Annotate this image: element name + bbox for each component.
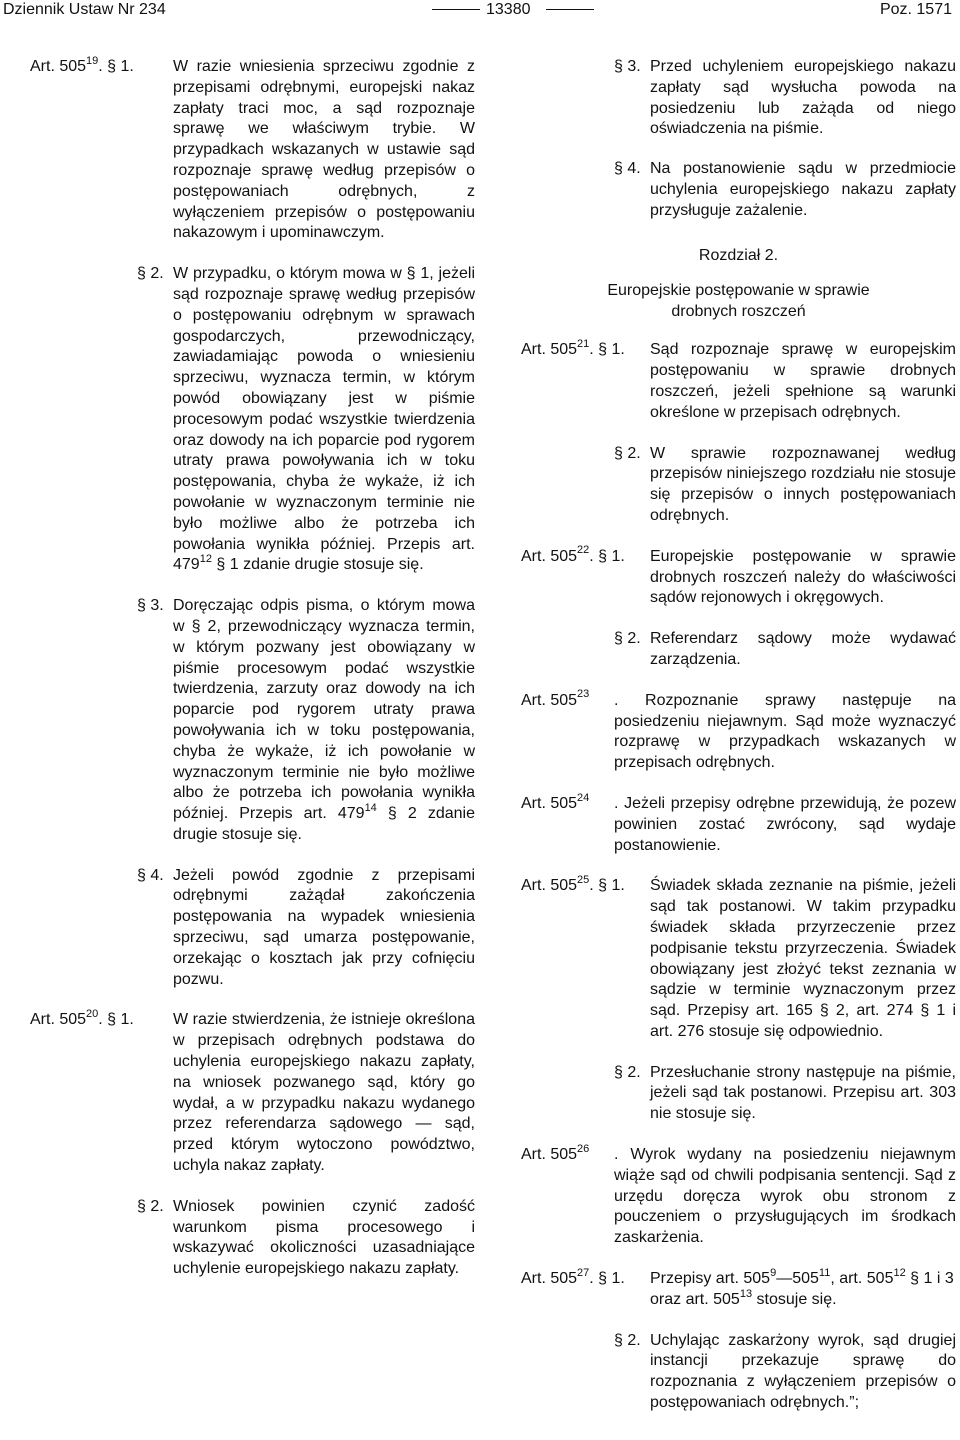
art-505-22-par-2-text: Referendarz sądowy może wydawać zarządzenia.: [650, 630, 956, 668]
art-505-21-par-1: [521, 340, 956, 423]
chapter-number: Rozdział 2.: [698, 246, 779, 264]
art-505-20-par-4-text: Na postanowienie sądu w przedmiocie uchylenia europejskiego nakazu zapłaty przysługuje zażalenie.: [650, 160, 956, 219]
art-505-22-heading: Art. $505^{22}$. § 1.: [521, 544, 625, 565]
art-505-26-text: . Wyrok wydany na posiedzeniu niejawnym wiąże sąd od chwili podpisania sentencji. Sąd z urzędu doręcza wyrok obu stronom z pouczeniem o przysługujących im środkach zaskarżenia.: [614, 1146, 956, 1247]
art-505-21-heading: Art. $505^{21}$. § 1.: [521, 338, 625, 359]
art-505-20-par-1-text: W razie stwierdzenia, że istnieje określona w przepisach odrębnych podstawa do uchylenia europejskiego nakazu zapłaty, na wniosek pozwanego sąd, który go wydał, a w przypadku nakazu wydanego przez referendarza sądowego — sąd, przed którym wytoczono powództwo, uchyla nakaz zapłaty.: [173, 1011, 475, 1175]
art-505-23-heading: Art. $505^{23}$: [521, 688, 590, 709]
art-505-25-par-2: [521, 1063, 956, 1125]
art-505-19-par-4: [30, 866, 475, 991]
art-505-20-par-1: [30, 1010, 475, 1176]
art-505-25-par-1: [521, 873, 956, 1042]
art-505-19-par-1: [30, 54, 475, 244]
art-505-20-par-3-text: Przed uchyleniem europejskiego nakazu zapłaty sąd wysłucha powoda na posiedzeniu lub zażąda od niego oświadczenia na piśmie.: [650, 58, 956, 138]
page-header: [0, 0, 960, 20]
par-4-number: § 4.: [137, 866, 164, 884]
art-505-21-par-2-text: W sprawie rozpoznawanej według przepisów niniejszego rozdziału nie stosuje się przepisów o innych postępowaniach odrębnych.: [650, 444, 956, 524]
art-505-24: [521, 791, 956, 856]
par-2-number: § 2.: [614, 1331, 641, 1349]
art-505-27-par-2-text: Uchylając zaskarżony wyrok, sąd drugiej instancji przekazuje sprawę do rozpoznania z wyłączeniem przepisów o postępowaniach odrębnych.”;: [650, 1331, 956, 1412]
par-3-number: § 3.: [614, 58, 641, 75]
chapter-title-line-1: Europejskie postępowanie w sprawie: [607, 282, 870, 300]
art-505-27-par-1-text: Przepisy art. $505^9—505^{11}$, art. $505^{12}$ § 1 i 3 oraz art. $505^{13}$ stosuje się.: [650, 1266, 954, 1308]
art-505-23-text: . Rozpoznanie sprawy następuje na posiedzeniu niejawnym. Sąd może wyznaczyć rozprawę w przypadkach wskazanych w przepisach odrębnych.: [614, 691, 956, 772]
art-505-24-heading: Art. $505^{24}$: [521, 791, 590, 812]
art-505-21-par-1-text: Sąd rozpoznaje sprawę w europejskim postępowaniu w sprawie drobnych roszczeń, jeżeli spełnione są warunki określone w przepisach odrębnych.: [650, 341, 956, 421]
art-505-22-par-1: [521, 544, 956, 609]
art-505-20-par-2: [30, 1197, 475, 1280]
art-505-23: [521, 688, 956, 774]
art-505-26: [521, 1142, 956, 1249]
par-3-number: § 3.: [137, 597, 164, 615]
page-number: 13380: [486, 1, 531, 18]
art-505-20-par-4: [521, 159, 956, 221]
header-dash-left: [432, 9, 480, 10]
art-505-19-par-4-text: Jeżeli powód zgodnie z przepisami odrębnymi zażądał zakończenia postępowania na wypadek wniesienia sprzeciwu, sąd umarza postępowanie, orzekając o kosztach jak przy cofnięciu pozwu.: [173, 866, 475, 988]
right-column: [521, 57, 956, 1434]
left-column: [30, 54, 476, 1300]
header-dash-right: [546, 9, 594, 10]
par-2-number: § 2.: [137, 265, 164, 283]
art-505-20-heading: Art. $505^{20}$. § 1.: [30, 1008, 134, 1029]
par-2-number: § 2.: [614, 630, 641, 648]
chapter-title: [521, 280, 956, 322]
art-505-20-par-3: [521, 57, 956, 140]
art-505-27-par-1: [521, 1266, 956, 1311]
art-505-27-par-2: [521, 1331, 956, 1414]
par-2-number: § 2.: [137, 1197, 164, 1215]
par-2-number: § 2.: [614, 444, 641, 462]
art-505-25-par-1-text: Świadek składa zeznanie na piśmie, jeżeli sąd tak postanowi. W takim przypadku świadek składa przyrzeczenie przez podpisanie tekstu przyrzeczenia. Świadek obowiązany jest złożyć tekst zeznania w sądzie w terminie wyznaczonym przez sąd. Przepisy art. 165 § 2, art. 274 § 1 i art. 276 stosuje się odpowiednio.: [650, 877, 956, 1040]
art-505-19-par-3-text: Doręczając odpis pisma, o którym mowa w § 2, przewodniczący wyznacza termin, w którym pozwany jest obowiązany w piśmie procesowym podać wszystkie twierdzenia, zarzuty oraz dowody na ich poparcie pod rygorem utraty prawa powoływania ich w toku postępowania, chyba że wykaże, iż ich powołanie w wyznaczonym terminie nie było możliwe albo że potrzeba ich powołania wynikła później. Przepis art. $479^{14}$ § 2 zdanie drugie stosuje się.: [173, 597, 476, 843]
art-505-19-par-1-text: W razie wniesienia sprzeciwu zgodnie z przepisami odrębnymi, europejski nakaz zapłaty traci moc, a sąd rozpoznaje sprawę we właściwym trybie. W przypadkach wskazanych w ustawie sąd rozpoznaje sprawę według przepisów o postępowaniach odrębnych, z wyłączeniem przepisów o postępowaniu nakazowym i upominawczym.: [173, 58, 475, 242]
art-505-24-text: . Jeżeli przepisy odrębne przewidują, że pozew powinien zostać zwrócony, sąd wydaje postanowienie.: [614, 794, 956, 854]
par-4-number: § 4.: [614, 160, 641, 178]
par-2-number: § 2.: [614, 1063, 641, 1081]
chapter-title-line-2: drobnych roszczeń: [671, 303, 806, 321]
art-505-19-par-2: [30, 264, 475, 576]
art-505-22-par-2: [521, 629, 956, 671]
art-505-25-par-2-text: Przesłuchanie strony następuje na piśmie, jeżeli sąd tak postanowi. Przepisu art. 303 nie stosuje się.: [650, 1063, 956, 1123]
position-number: Poz. 1571: [879, 1, 952, 18]
art-505-22-par-1-text: Europejskie postępowanie w sprawie drobnych roszczeń należy do właściwości sądów rejonowych i okręgowych.: [650, 547, 956, 607]
art-505-26-heading: Art. $505^{26}$: [521, 1142, 590, 1164]
art-505-27-heading: Art. $505^{27}$. § 1.: [521, 1266, 625, 1288]
art-505-19-par-2-text: W przypadku, o którym mowa w § 1, jeżeli sąd rozpoznaje sprawę według przepisów o postępowaniu odrębnym w sprawach gospodarczych, przewodniczący, zawiadamiając powoda o wniesieniu sprzeciwu, wyznacza termin, w którym powód obowiązany jest w piśmie procesowym podać wszystkie twierdzenia oraz dowody na ich poparcie pod rygorem utraty prawa powoływania ich w toku postępowania, chyba że wykaże, iż ich powołanie w wyznaczonym terminie nie było możliwe albo że potrzeba ich powołania wynikła później. Przepis art. $479^{12}$ § 1 zdanie drugie stosuje się.: [173, 265, 475, 574]
journal-title: Dziennik Ustaw Nr 234: [3, 1, 166, 18]
art-505-19-heading: Art. $505^{19}$. § 1.: [30, 54, 134, 75]
art-505-19-par-3: [30, 596, 475, 846]
art-505-21-par-2: [521, 444, 956, 527]
art-505-20-par-2-text: Wniosek powinien czynić zadość warunkom pisma procesowego i wskazywać okoliczności uzasadniające uchylenie europejskiego nakazu zapłaty.: [173, 1197, 475, 1278]
art-505-25-heading: Art. $505^{25}$. § 1.: [521, 873, 625, 895]
